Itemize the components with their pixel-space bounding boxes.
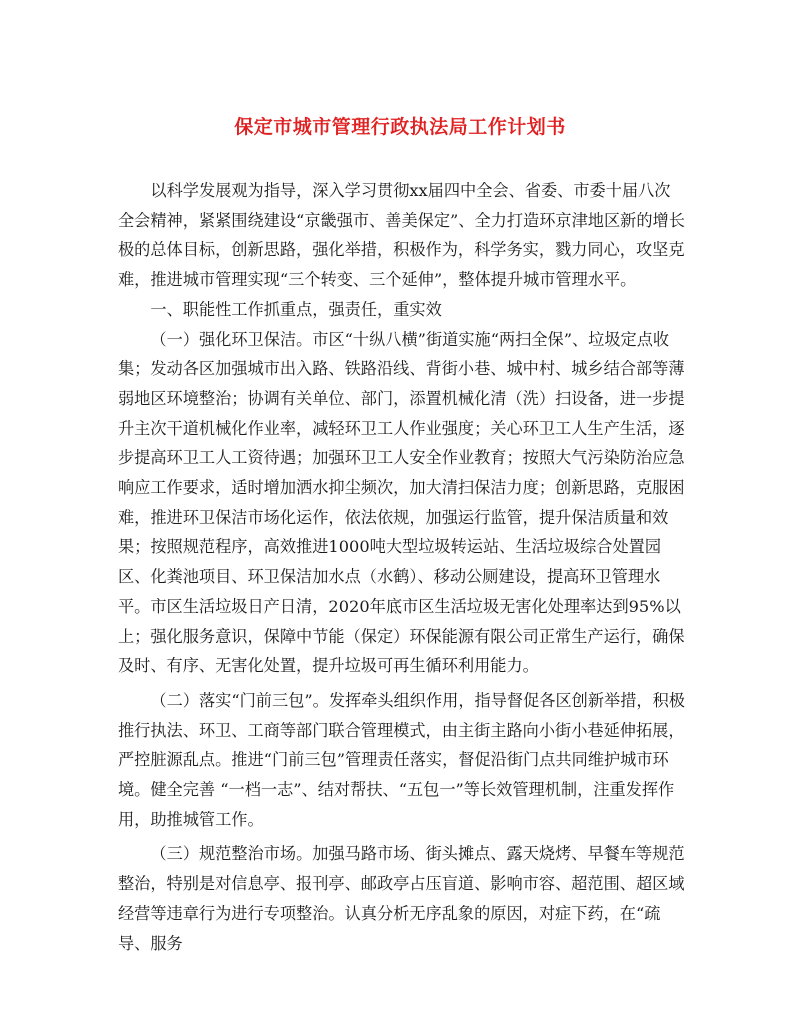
paragraph-intro: 以科学发展观为指导，深入学习贯彻xx届四中全会、省委、市委十届八次全会精神，紧紧围绕建设“京畿强市、善美保定”、全力打造环京津地区新的增长极的总体目标，创新思路，强化举措，积极作为，科学务实，戮力同心，攻坚克难，推进城市管理实现“三个转变、三个延伸”，整体提升城市管理水平。 — [118, 181, 685, 290]
section-heading-1: 一、职能性工作抓重点，强责任，重实效 — [150, 299, 442, 319]
paragraph-sanitation: （一）强化环卫保洁。市区“十纵八横”街道实施“两扫全保”、垃圾定点收集；发动各区加强城市出入路、铁路沿线、背街小巷、城中村、城乡结合部等薄弱地区环境整治；协调有关单位、部门，添置机械化清（洗）扫设备，进一步提升主次干道机械化作业率，减轻环卫工人作业强度；关心环卫工人生产生活，逐步提高环卫工人工资待遇；加强环卫工人安全作业教育；按照大气污染防治应急响应工作要求，适时增加洒水抑尘频次，加大清扫保洁力度；创新思路，克服困难，推进环卫保洁市场化运作，依法依规，加强运行监管，提升保洁质量和效果；按照规范程序，高效推进1000吨大型垃圾转运站、生活垃圾综合处置园区、化粪池项目、环卫保洁加水点（水鹤）、移动公厕建设，提高环卫管理水平。市区生活垃圾日产日清，2020年底市区生活垃圾无害化处理率达到95%以上；强化服务意识，保障中节能（保定）环保能源有限公司正常生产运行，确保及时、有序、无害化处置，提升垃圾可再生循环利用能力。 — [118, 329, 685, 676]
paragraph-market-regulation: （三）规范整治市场。加强马路市场、街头摊点、露天烧烤、早餐车等规范整治，特别是对信息亭、报刊亭、邮政亭占压盲道、影响市容、超范围、超区域经营等违章行为进行专项整治。认真分析无序乱象的原因，对症下药，在“疏导、服务 — [118, 844, 685, 953]
document-title: 保定市城市管理行政执法局工作计划书 — [234, 116, 566, 138]
paragraph-door-responsibility: （二）落实“门前三包”。发挥牵头组织作用，指导督促各区创新举措，积极推行执法、环卫、工商等部门联合管理模式，由主街主路向小街小巷延伸拓展，严控脏源乱点。推进“门前三包”管理责任落实，督促沿街门点共同维护城市环境。健全完善 “一档一志”、结对帮扶、“五包一”等长效管理机制，注重发挥作用，助推城管工作。 — [118, 690, 685, 829]
document-body — [118, 176, 686, 958]
